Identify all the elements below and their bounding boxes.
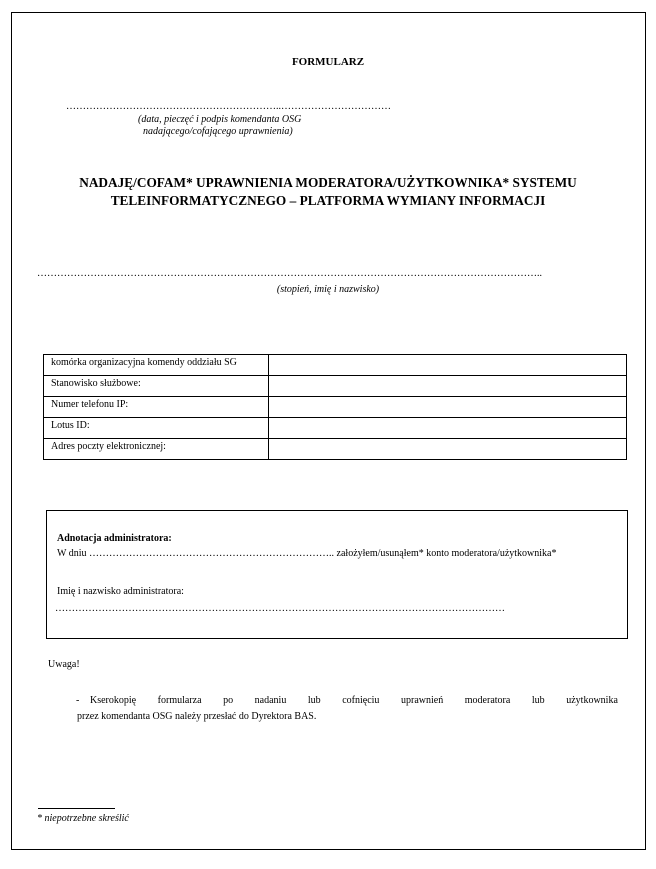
note-word: uprawnień (401, 695, 444, 706)
row-label-lotus: Lotus ID: (44, 418, 269, 439)
note-word: lub (307, 695, 321, 706)
admin-name-label: Imię i nazwisko administratora: (57, 586, 184, 597)
name-dots: …………………………………………………………………………………………………………………………………….. (37, 268, 542, 279)
footnote: * niepotrzebne skreślić (37, 813, 129, 824)
form-title: FORMULARZ (291, 56, 365, 68)
note-title: Uwaga! (48, 659, 80, 670)
signature-caption-1: (data, pieczęć i podpis komendanta OSG (138, 114, 302, 125)
table-row (44, 418, 627, 439)
admin-annotation-box (46, 510, 628, 639)
heading-line-1: NADAJĘ/COFAM* UPRAWNIENIA MODERATORA/UŻYTKOWNIKA* SYSTEMU (79, 175, 577, 190)
details-table (43, 354, 627, 460)
row-value-lotus[interactable] (269, 418, 627, 439)
row-value-phone[interactable] (269, 397, 627, 418)
note-line-1 (90, 695, 618, 706)
row-label-position: Stanowisko służbowe: (44, 376, 269, 397)
heading-line-2: TELEINFORMATYCZNEGO – PLATFORMA WYMIANY INFORMACJI (110, 193, 546, 208)
note-word: formularza (157, 695, 202, 706)
row-label-unit: komórka organizacyjna komendy oddziału SG (44, 355, 269, 376)
table-row (44, 397, 627, 418)
note-word: Kserokopię (90, 695, 137, 706)
row-value-position[interactable] (269, 376, 627, 397)
name-caption: (stopień, imię i nazwisko) (276, 284, 380, 295)
admin-name-dots: ……………………………………………………………………………………………………………………… (55, 603, 505, 614)
note-dash: - (76, 695, 80, 706)
row-label-email: Adres poczty elektronicznej: (44, 439, 269, 460)
table-row (44, 355, 627, 376)
table-row (44, 439, 627, 460)
signature-dots: ………………………………………………………..…………………………… (66, 101, 391, 112)
signature-caption-2: nadającego/cofającego uprawnienia) (143, 126, 293, 137)
note-word: lub (531, 695, 545, 706)
footnote-rule (38, 808, 115, 809)
note-word: moderatora (464, 695, 511, 706)
note-line-2: przez komendanta OSG należy przesłać do Dyrektora BAS. (77, 711, 317, 722)
admin-date-line: W dniu ……………………………………………………………….. założyłem/usunąłem* konto moderatora/użytkownika* (57, 548, 557, 559)
note-word: po (223, 695, 234, 706)
row-value-email[interactable] (269, 439, 627, 460)
table-row (44, 376, 627, 397)
row-label-phone: Numer telefonu IP: (44, 397, 269, 418)
note-word: nadaniu (254, 695, 287, 706)
note-word: cofnięciu (342, 695, 380, 706)
note-word: użytkownika (566, 695, 618, 706)
row-value-unit[interactable] (269, 355, 627, 376)
admin-title: Adnotacja administratora: (57, 533, 172, 544)
